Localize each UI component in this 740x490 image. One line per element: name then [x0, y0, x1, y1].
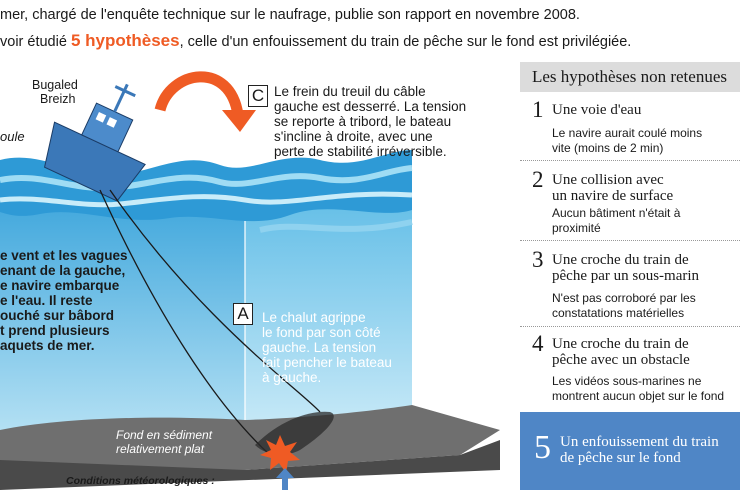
retained-number: 5 [534, 429, 551, 466]
hypothesis-desc: Les vidéos sous-marines ne montrent aucun objet sur le fond [552, 374, 725, 403]
divider [520, 326, 740, 327]
hypothesis-number: 2 [532, 167, 544, 192]
divider [520, 240, 740, 241]
hypotheses-highlight: 5 hypothèses [70, 31, 180, 50]
seabed-label: Fond en sédiment relativement plat [116, 428, 213, 456]
left-explanation: e vent et les vagues enant de la gauche, e navire embarque e l'eau. Il reste ouché sur bâbord t prend plusieurs aquets de mer. [0, 248, 128, 353]
hypothesis-desc: Le navire aurait coulé moins vite (moins de 2 min) [552, 126, 703, 155]
weather-label: Conditions météorologiques : [66, 475, 215, 487]
rejected-hypotheses-panel [520, 60, 740, 490]
step-c-text: Le frein du treuil du câble gauche est desserré. La tension se reporte à tribord, le bateau s'incline à droite, avec une perte de stabilité irréversible. [274, 84, 467, 159]
hypothesis-title: Une croche du train de pêche par un sous-marin [552, 252, 700, 284]
step-a-marker: A [233, 303, 253, 325]
hypothesis-title: Une voie d'eau [552, 102, 642, 118]
hypothesis-desc: Aucun bâtiment n'était à proximité [552, 206, 681, 235]
intro-line-2: voir étudié 5 hypothèses, celle d'un enfouissement du train de pêche sur le fond est privilégiée. [0, 31, 632, 50]
hypothesis-number: 1 [532, 97, 544, 122]
retained-title: Un enfouissement du train de pêche sur le fond [560, 434, 719, 466]
hypothesis-number: 4 [532, 331, 544, 356]
panel-title: Les hypothèses non retenues [520, 62, 740, 92]
hypothesis-desc: N'est pas corroboré par les constatations matérielles [552, 291, 696, 320]
retained-hypothesis [520, 412, 740, 490]
step-c-marker: C [248, 85, 268, 107]
intro-line-1: mer, chargé de l'enquête technique sur le naufrage, publie son rapport en novembre 2008. [0, 7, 580, 23]
hypothesis-title: Une collision avec un navire de surface [552, 172, 674, 204]
step-a-text: Le chalut agrippe le fond par son côté gauche. La tension fait pencher le bateau à gauche. [262, 310, 392, 385]
curved-arrow-icon [160, 77, 238, 115]
hypothesis-title: Une croche du train de pêche avec un obstacle [552, 336, 690, 368]
divider [520, 160, 740, 161]
houle-label: oule [0, 129, 25, 144]
boat-name: Bugaled Breizh [32, 78, 78, 106]
hypothesis-number: 3 [532, 247, 544, 272]
curved-arrow-head [222, 110, 256, 132]
